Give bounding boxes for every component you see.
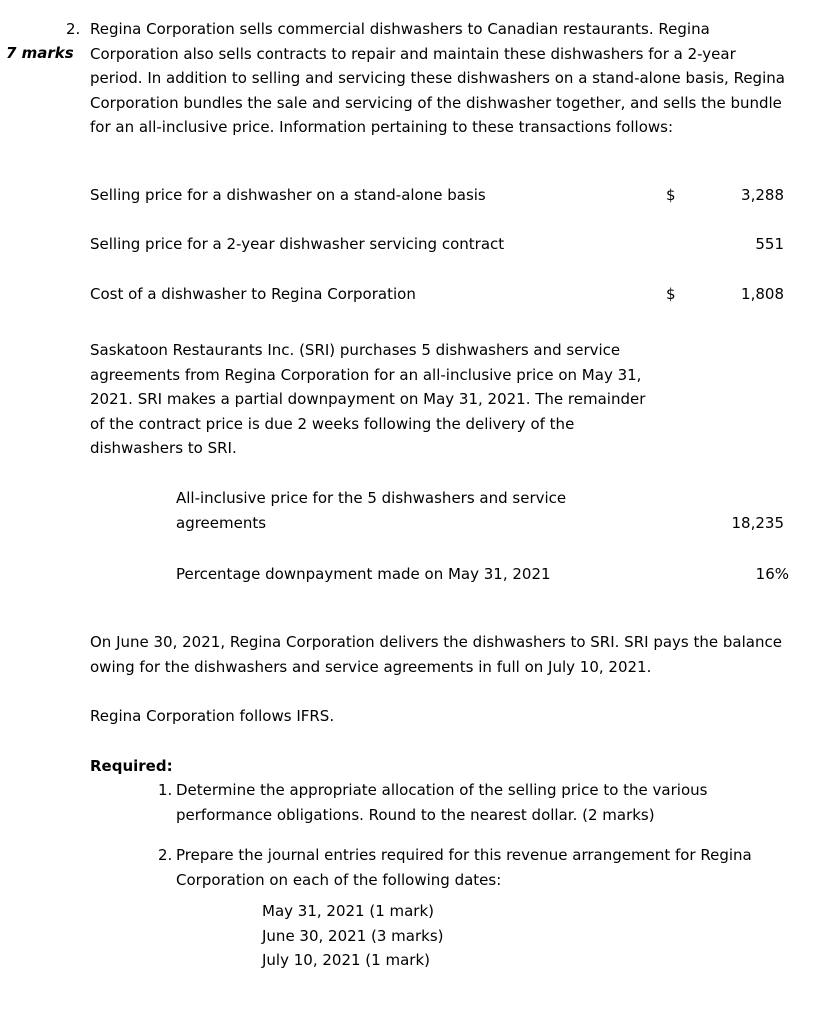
delivery-paragraph [90,630,782,679]
sri-line: dishwashers to SRI. [90,439,237,457]
delivery-line: On June 30, 2021, Regina Corporation delivers the dishwashers to SRI. SRI pays the balance [90,633,782,651]
intro-paragraph [90,17,785,140]
ifrs-note: Regina Corporation follows IFRS. [90,707,335,725]
sri-line: Saskatoon Restaurants Inc. (SRI) purchases 5 dishwashers and service [90,341,621,359]
required-heading: Required: [90,757,173,775]
marks-label: 7 marks [6,44,74,62]
required-item-line: Corporation on each of the following dates: [176,870,502,889]
price-row-value: 1,808 [741,285,784,303]
required-item-number: 1. [158,781,173,799]
question-number: 2. [66,20,81,38]
required-item [176,778,707,827]
sri-line: agreements from Regina Corporation for an all-inclusive price on May 31, [90,365,642,384]
intro-line: Regina Corporation sells commercial dishwashers to Canadian restaurants. Regina [90,20,710,38]
journal-date: July 10, 2021 (1 mark) [262,951,430,969]
journal-date: May 31, 2021 (1 mark) [262,902,435,920]
required-item [176,843,752,892]
price-row-value: 3,288 [741,186,784,204]
required-item-line: performance obligations. Round to the nearest dollar. (2 marks) [176,805,655,824]
sri-line: of the contract price is due 2 weeks following the delivery of the [90,414,575,433]
price-row-label: Cost of a dishwasher to Regina Corporation [90,285,416,303]
all-inclusive-price-label [176,486,566,535]
intro-line: period. In addition to selling and servicing these dishwashers on a stand-alone basis, Regina [90,69,785,87]
price-row-value: 551 [755,235,784,253]
intro-line: Corporation bundles the sale and servicing of the dishwasher together, and sells the bundle [90,93,782,112]
required-item-line: Determine the appropriate allocation of the selling price to the various [176,781,708,799]
all-inclusive-price-label-line: All-inclusive price for the 5 dishwashers and service [176,489,567,507]
price-row-label: Selling price for a 2-year dishwasher servicing contract [90,235,505,253]
journal-date: June 30, 2021 (3 marks) [262,926,444,945]
downpayment-label: Percentage downpayment made on May 31, 2021 [176,565,551,583]
price-row-currency: $ [666,186,676,204]
price-row-currency: $ [666,285,676,303]
intro-line: for an all-inclusive price. Information pertaining to these transactions follows: [90,118,674,136]
all-inclusive-price-label-line: agreements [176,513,267,532]
required-item-line: Prepare the journal entries required for this revenue arrangement for Regina [176,846,752,864]
intro-line: Corporation also sells contracts to repair and maintain these dishwashers for a 2-year [90,44,736,63]
downpayment-value: 16% [755,565,789,583]
all-inclusive-price-value: 18,235 [731,514,784,532]
price-row-label: Selling price for a dishwasher on a stand-alone basis [90,186,486,204]
required-item-number: 2. [158,846,173,864]
journal-dates-list [262,899,444,973]
delivery-line: owing for the dishwashers and service agreements in full on July 10, 2021. [90,657,652,676]
sri-line: 2021. SRI makes a partial downpayment on May 31, 2021. The remainder [90,390,646,408]
sri-paragraph [90,338,645,461]
